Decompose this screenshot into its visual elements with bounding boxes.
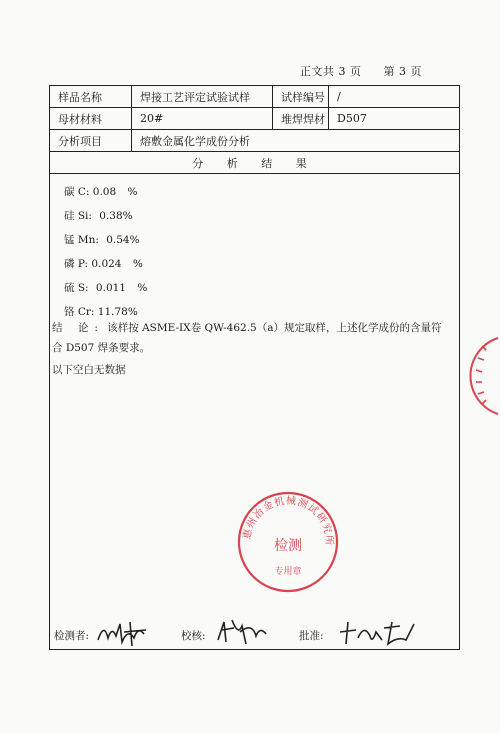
approver-signature xyxy=(336,618,420,648)
analysis-item-value: 熔敷金属化学成份分析 xyxy=(140,134,250,148)
checker-label: 校核: xyxy=(181,630,206,642)
result-phosphorus: 磷 P: 0.024 % xyxy=(64,258,143,270)
conclusion-text: 该样按 ASME-IX卷 QW-462.5（a）规定取样，上述化学成份的含量符合 D507 焊条要求。 xyxy=(52,322,442,354)
stamp-center-text: 检测 xyxy=(274,538,302,554)
blank-note: 以下空白无数据 xyxy=(52,364,126,376)
weld-material-value: D507 xyxy=(337,112,367,125)
checker-signature xyxy=(212,616,272,648)
row-materials xyxy=(50,108,459,130)
analysis-item-label: 分析项目 xyxy=(50,130,132,151)
result-carbon: 碳 C: 0.08 % xyxy=(64,186,138,198)
stamp-bottom-text: 专用章 xyxy=(274,567,302,577)
weld-material-label: 堆焊焊材 xyxy=(273,108,329,129)
sample-name-value: 焊接工艺评定试验试样 xyxy=(132,86,273,107)
page-header xyxy=(300,63,440,79)
stamp-ring-text: 惠州冶金机械测试研究所 xyxy=(241,495,335,547)
sample-no-label: 试样编号 xyxy=(273,86,329,107)
approver-label: 批准: xyxy=(299,630,324,642)
sample-name-label: 样品名称 xyxy=(50,86,132,107)
conclusion-label: 结 论: xyxy=(52,322,104,334)
results-title: 分 析 结 果 xyxy=(192,156,317,170)
page-number: 第 3 页 xyxy=(383,65,422,78)
result-sulfur: 硫 S: 0.011 % xyxy=(64,282,148,294)
tester-label: 检测者: xyxy=(54,630,90,642)
result-manganese: 锰 Mn: 0.54% xyxy=(64,234,140,246)
partial-seal-mark xyxy=(462,336,500,416)
row-results-title xyxy=(50,152,459,174)
tester-signature xyxy=(94,618,154,648)
result-chromium: 铬 Cr: 11.78% xyxy=(64,306,138,318)
base-material-label: 母材材料 xyxy=(50,108,132,129)
signature-row xyxy=(50,616,459,650)
inspection-stamp xyxy=(236,490,340,594)
sample-no-value: / xyxy=(337,90,341,103)
result-silicon: 硅 Si: 0.38% xyxy=(64,210,133,222)
row-sample xyxy=(50,86,459,108)
conclusion xyxy=(52,318,448,358)
base-material-value: 20# xyxy=(132,108,273,129)
row-analysis-item xyxy=(50,130,459,152)
total-pages: 正文共 3 页 xyxy=(300,65,362,78)
